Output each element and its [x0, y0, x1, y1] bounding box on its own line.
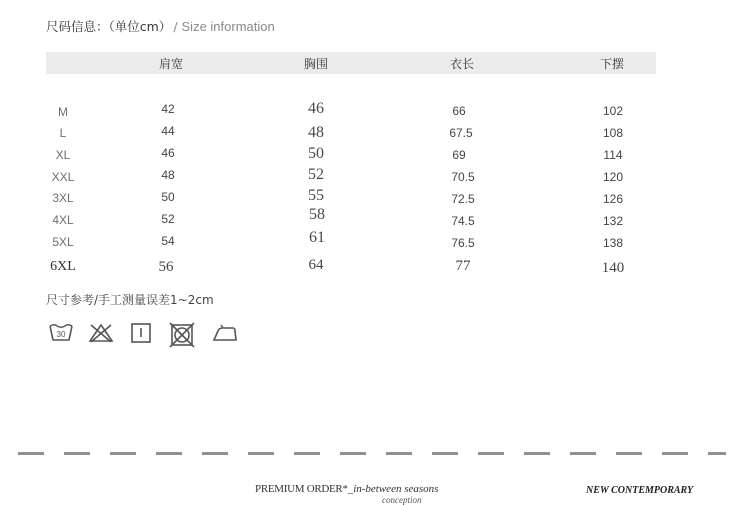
size-label: 5XL	[52, 235, 74, 249]
header-chest: 胸围	[303, 57, 329, 71]
cell-chest: 58	[309, 206, 325, 223]
divider-dashed	[18, 452, 726, 455]
footer-conception: conception	[382, 495, 422, 505]
cell-hem: 140	[601, 260, 625, 276]
table-header	[46, 52, 656, 74]
cell-length: 69	[452, 148, 466, 162]
title-separator: /	[173, 19, 178, 34]
cell-chest: 48	[308, 124, 324, 141]
cell-shoulder: 56	[158, 259, 174, 275]
cell-length: 70.5	[451, 170, 475, 184]
size-label: 6XL	[50, 259, 76, 274]
title-english: Size information	[181, 19, 275, 34]
svg-text:30: 30	[56, 330, 66, 339]
title-chinese: 尺码信息：（单位cm）	[46, 19, 172, 34]
header-shoulder: 肩宽	[158, 57, 184, 71]
footer-new-contemporary: NEW CONTEMPORARY	[586, 485, 694, 496]
cell-length: 74.5	[451, 214, 475, 228]
cell-hem: 126	[602, 192, 624, 206]
header-length: 衣长	[449, 57, 475, 71]
cell-length: 77	[455, 258, 471, 274]
cell-chest: 50	[308, 145, 324, 162]
size-info-title	[46, 17, 275, 35]
cell-hem: 120	[602, 170, 624, 184]
cell-chest: 64	[308, 257, 324, 273]
size-label: XL	[55, 148, 71, 162]
size-label: 4XL	[52, 213, 74, 227]
cell-shoulder: 52	[161, 212, 175, 226]
header-hem: 下摆	[599, 57, 625, 71]
iron-icon	[211, 322, 239, 344]
cell-length: 67.5	[449, 126, 473, 140]
size-label: XXL	[51, 170, 75, 184]
cell-shoulder: 54	[161, 234, 175, 248]
cell-length: 66	[452, 104, 466, 118]
no-dry-clean-icon	[169, 322, 195, 348]
cell-hem: 108	[602, 126, 624, 140]
wash-30-icon	[48, 322, 74, 344]
cell-length: 72.5	[451, 192, 475, 206]
size-label: M	[58, 105, 68, 119]
size-label: L	[59, 126, 67, 140]
cell-length: 76.5	[451, 236, 475, 250]
footer-premium-order: PREMIUM ORDER*	[255, 483, 348, 495]
cell-hem: 102	[602, 104, 624, 118]
footer-brand-tagline	[255, 483, 438, 495]
cell-shoulder: 44	[161, 124, 175, 138]
footer-in-between-seasons: _in-between seasons	[347, 483, 439, 495]
cell-shoulder: 46	[161, 146, 175, 160]
tumble-dry-icon	[130, 322, 152, 344]
cell-shoulder: 50	[161, 190, 175, 204]
measurement-note: 尺寸参考/手工测量误差1~2cm	[46, 293, 214, 307]
cell-hem: 132	[602, 214, 624, 228]
cell-chest: 52	[308, 166, 324, 183]
cell-shoulder: 48	[161, 168, 175, 182]
cell-chest: 46	[308, 100, 324, 117]
cell-chest: 61	[309, 229, 325, 246]
size-label: 3XL	[52, 191, 74, 205]
cell-hem: 114	[603, 148, 623, 162]
cell-shoulder: 42	[161, 102, 175, 116]
cell-chest: 55	[308, 187, 324, 204]
cell-hem: 138	[602, 236, 624, 250]
no-bleach-icon	[87, 322, 115, 344]
